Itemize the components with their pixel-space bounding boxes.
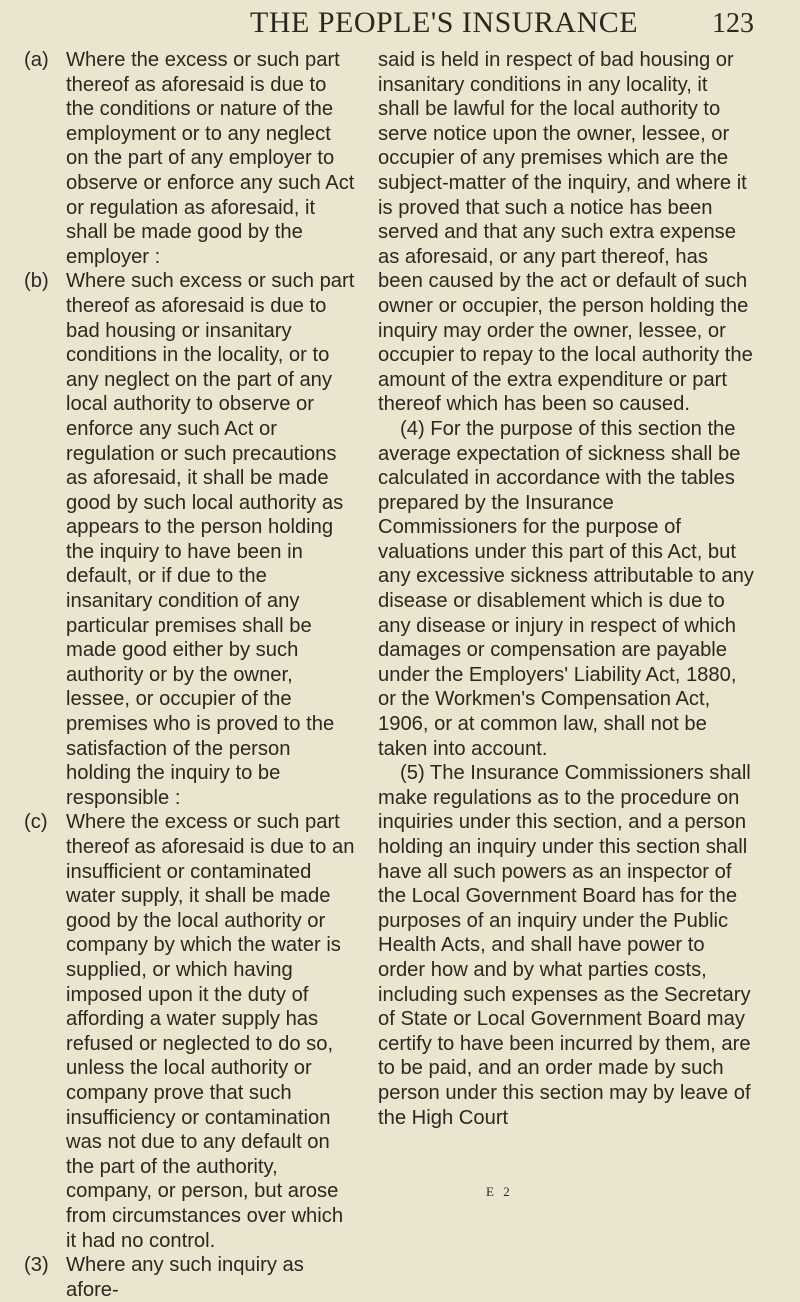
clause-c-text: Where the excess or such part thereof as aforesaid is due to an insufficient or contaminated water supply, it shall be made good by the local authority or company by which the water is supplied, or which having imposed upon it the duty of affording a water supply has refused or neglected to do so, unless the local authority or company prove that such insufficiency or contamination was not due to any default on the part of the authority, company, or person, but arose from circumstances over which it had no control.	[66, 811, 355, 1252]
subsection-5: (5) The Insurance Commissioners shall make regulations as to the procedure on inquiries under this section, and a person holding an inquiry under this section shall have all such powers as an inspector of the Local Government Board has for the purposes of an inquiry under the Public Health Acts, and shall have power to order how and by what parties costs, including such expenses as the Secretary of State or Local Government Board may certify to have been incurred by them, are to be paid, and an order made by such person under this section may by leave of the High Court	[378, 762, 751, 1129]
clause-c	[24, 810, 356, 1253]
subsection-3-marker: (3)	[24, 1254, 49, 1277]
running-header	[0, 6, 800, 46]
clause-c-marker: (c)	[24, 811, 48, 834]
running-title: THE PEOPLE'S INSURANCE	[250, 6, 639, 39]
subsection-3-text: Where any such inquiry as afore-	[66, 1254, 304, 1301]
clause-a	[24, 48, 356, 269]
clause-a-marker: (a)	[24, 49, 49, 71]
subsection-4: (4) For the purpose of this section the average expectation of sickness shall be calculated in accordance with the tables prepared by the Insurance Commissioners for the purpose of valuations under this part of this Act, but any excessive sickness attributable to any disease or disablement which is due to any disease or injury in respect of which damages or compensation are payable under the Employers' Liability Act, 1880, or the Workmen's Compensation Act, 1906, or at common law, shall not be taken into account.	[378, 417, 754, 760]
page-number: 123	[712, 8, 754, 39]
clause-b-text: Where such excess or such part thereof as aforesaid is due to bad housing or insanitary conditions in the locality, or to any neglect on the part of any local authority to observe or enforce any such Act or regulation or such precautions as aforesaid, it shall be made good by such local authority as appears to the person holding the inquiry to have been in default, or if due to the insanitary condition of any particular premises shall be made good either by such authority or by the owner, lessee, or occupier of the premises who is proved to the satisfaction of the person holding the inquiry to be responsible :	[66, 270, 355, 809]
signature-mark: E 2	[486, 1184, 513, 1199]
clause-b-marker: (b)	[24, 270, 49, 293]
clause-a-text: Where the excess or such part thereof as aforesaid is due to the conditions or nature of the employment or to any neglect on the part of any employer to observe or enforce any such Act or regulation as aforesaid, it shall be made good by the employer :	[66, 49, 355, 268]
right-column	[378, 48, 754, 1130]
left-column	[24, 48, 356, 1302]
subsection-3-continuation: said is held in respect of bad housing or insanitary conditions in any locality, it shall be lawful for the local authority to serve notice upon the owner, lessee, or occupier of any premises which are the subject-matter of the inquiry, and where it is proved that such a notice has been served and that any such extra expense as aforesaid, or any part thereof, has been caused by the act or default of such owner or occupier, the person holding the inquiry may order the owner, lessee, or occupier to repay to the local authority the amount of the extra expenditure or part thereof which has been so caused.	[378, 49, 753, 416]
clause-b	[24, 269, 356, 810]
subsection-3	[24, 1253, 356, 1302]
